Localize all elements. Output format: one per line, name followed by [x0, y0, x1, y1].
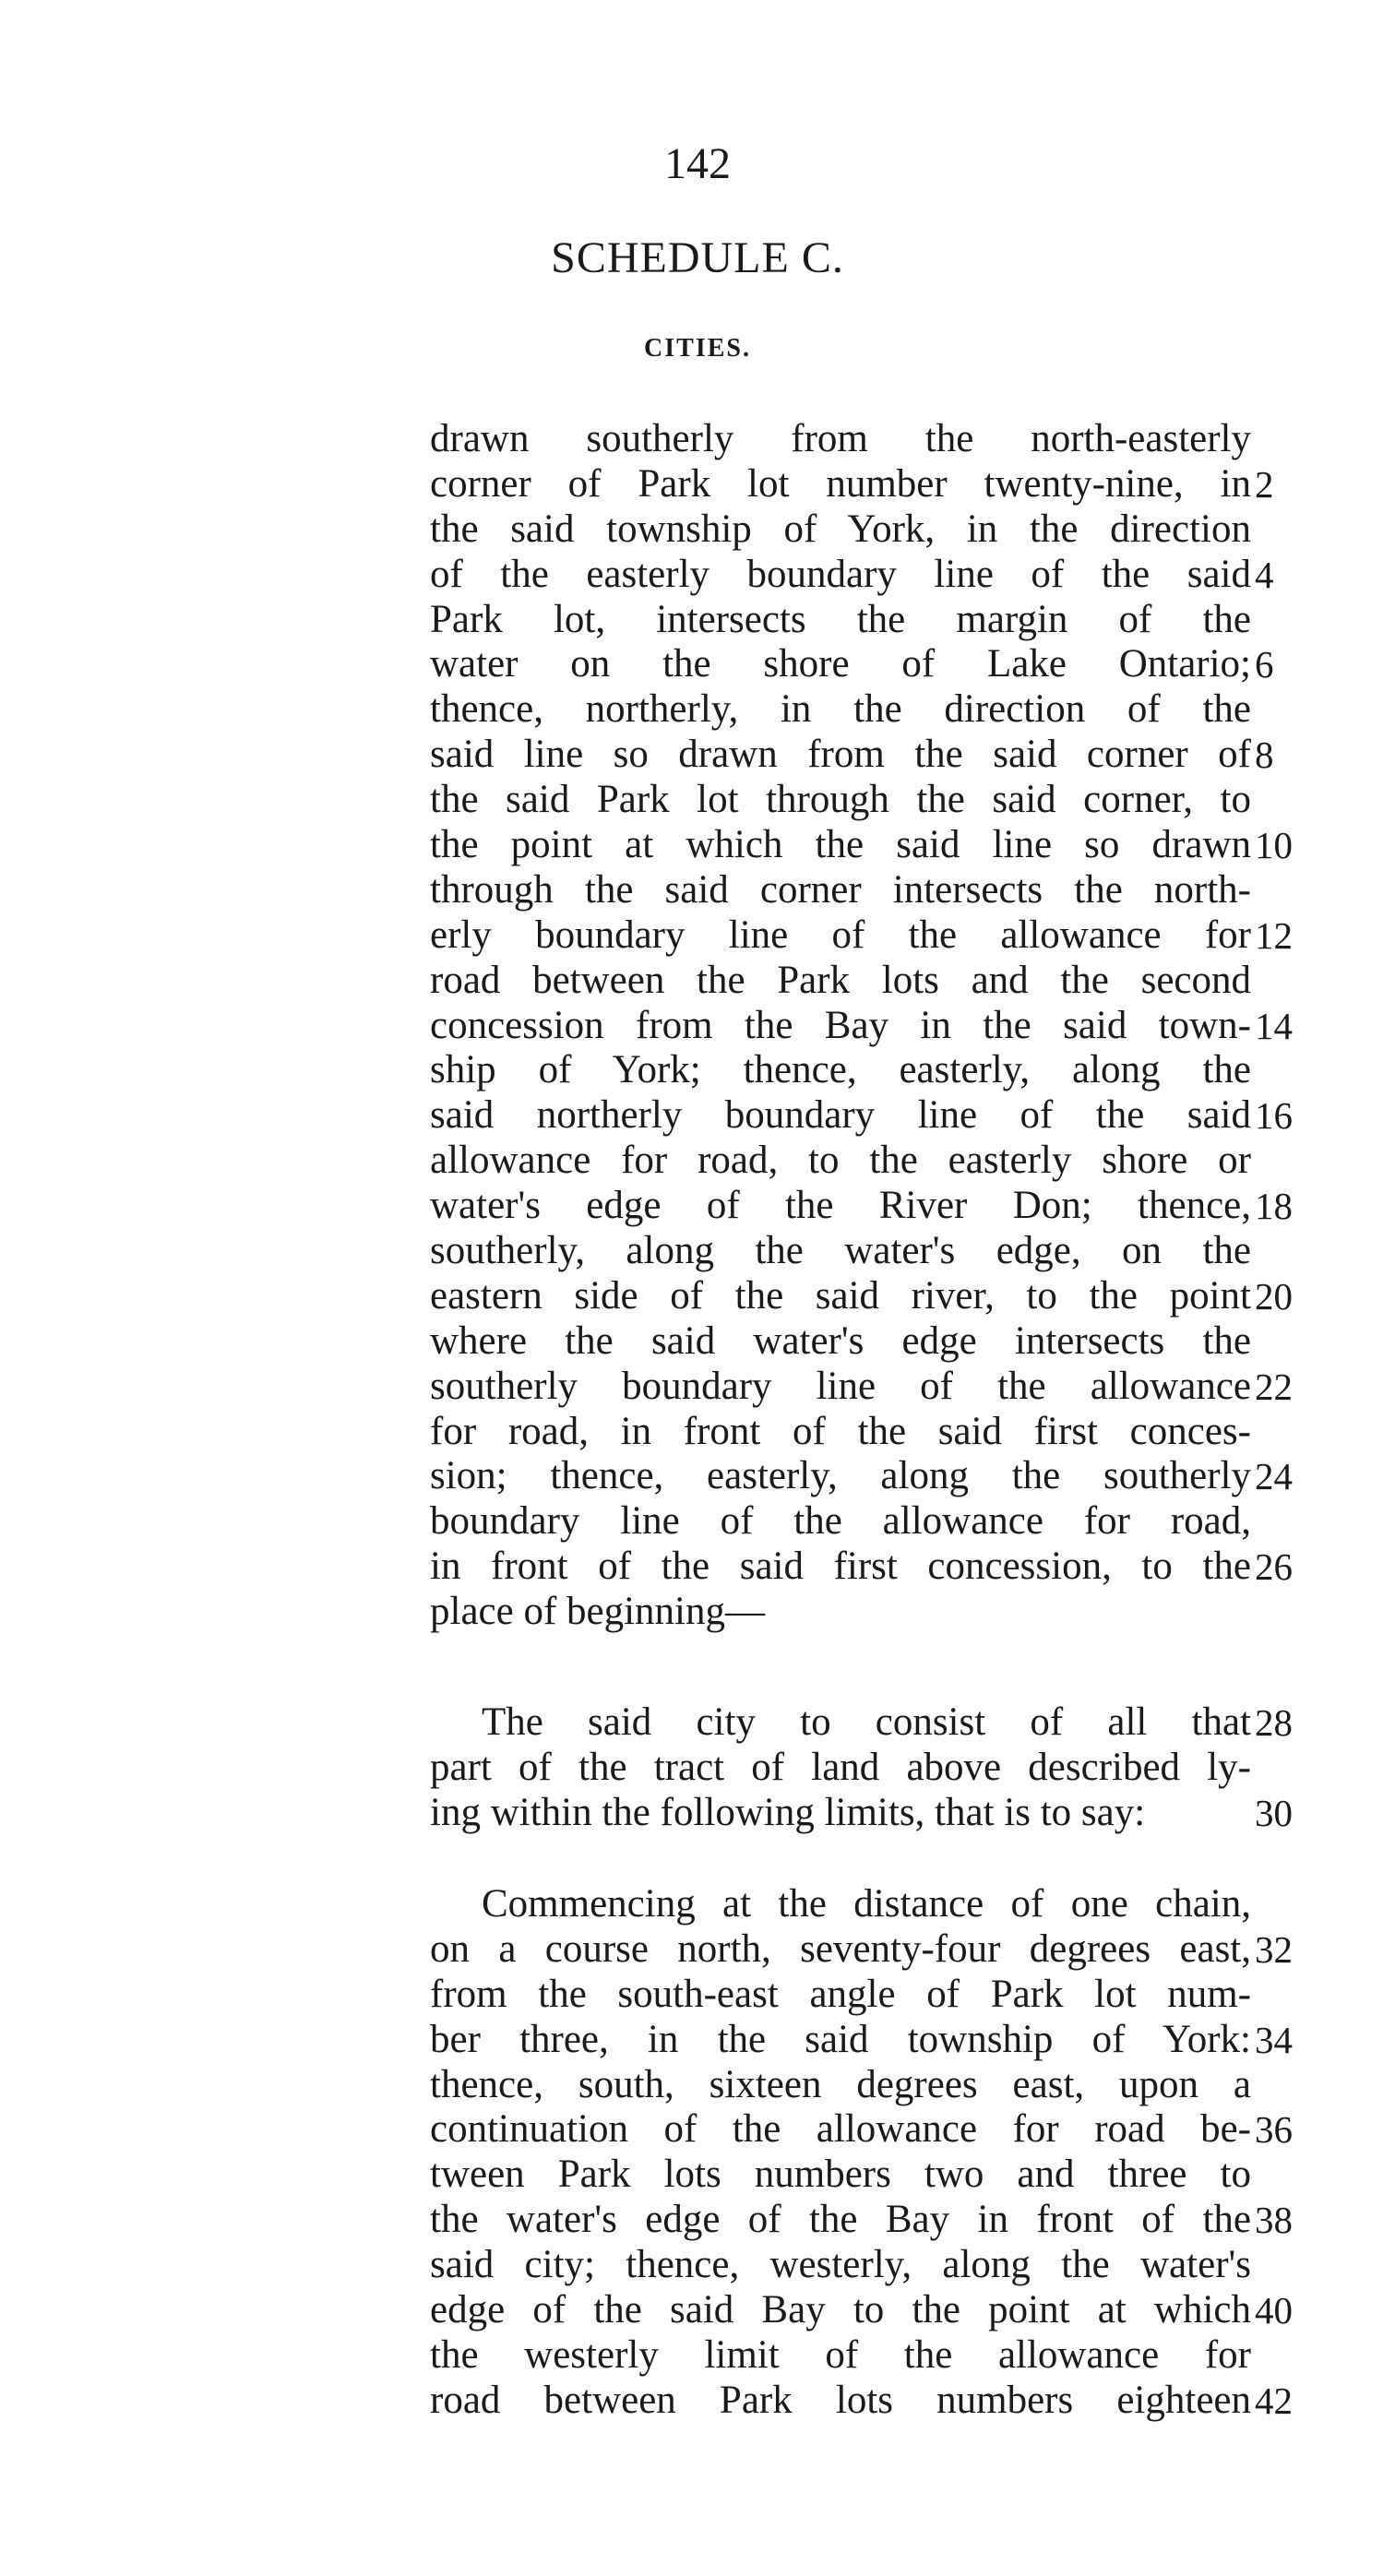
- text-line: [430, 687, 1306, 733]
- line-text: thence, northerly, in the direction of the: [430, 687, 1251, 732]
- line-text: ing within the following limits, that is to say:: [430, 1790, 1146, 1834]
- line-number: 10: [1255, 824, 1293, 867]
- text-line: [430, 868, 1306, 913]
- line-text: from the south-east angle of Park lot num-: [430, 1972, 1251, 2016]
- line-text: sion; thence, easterly, along the southerly: [430, 1454, 1251, 1498]
- line-text: through the said corner intersects the north-: [430, 867, 1251, 912]
- text-line: [430, 1746, 1306, 1791]
- text-line: [430, 959, 1306, 1004]
- line-text: part of the tract of land above described ly-: [430, 1745, 1251, 1789]
- line-text: the said township of York, in the direction: [430, 507, 1251, 551]
- text-line: [430, 1319, 1306, 1365]
- text-line: [430, 1139, 1306, 1184]
- line-number: 24: [1255, 1455, 1293, 1498]
- text-line: [430, 2018, 1306, 2063]
- line-text: Commencing at the distance of one chain,: [482, 1882, 1251, 1926]
- line-text: said line so drawn from the said corner of: [430, 733, 1251, 777]
- paragraph-commencing: [430, 1882, 1306, 2424]
- text-line: [430, 1590, 1306, 1635]
- line-text: southerly boundary line of the allowance: [430, 1364, 1251, 1408]
- line-text: water on the shore of Lake Ontario;: [430, 642, 1251, 686]
- text-line: [430, 1093, 1306, 1139]
- line-text: The said city to consist of all that: [482, 1700, 1251, 1744]
- line-text: drawn southerly from the north-easterly: [430, 417, 1251, 460]
- text-line: [430, 1410, 1306, 1455]
- line-text: ship of York; thence, easterly, along the: [430, 1048, 1251, 1092]
- text-line: [430, 553, 1306, 598]
- line-number: 2: [1255, 462, 1274, 506]
- line-number: 8: [1255, 733, 1274, 777]
- text-line: [430, 1274, 1306, 1319]
- text-line: [430, 2198, 1306, 2243]
- line-number: 38: [1255, 2199, 1293, 2242]
- line-number: 14: [1255, 1004, 1293, 1047]
- page-number: 142: [664, 139, 731, 188]
- line-text: thence, south, sixteen degrees east, upon a: [430, 2062, 1251, 2106]
- line-number: 20: [1255, 1274, 1293, 1318]
- text-line: [430, 778, 1306, 823]
- line-number: 34: [1255, 2018, 1293, 2061]
- text-line: [430, 2288, 1306, 2333]
- line-number: 22: [1255, 1365, 1293, 1408]
- line-text: the water's edge of the Bay in front of the: [430, 2198, 1251, 2242]
- line-text: southerly, along the water's edge, on the: [430, 1229, 1251, 1273]
- text-line: [430, 1004, 1306, 1049]
- text-line: [430, 2379, 1306, 2424]
- line-text: ber three, in the said township of York:: [430, 2017, 1251, 2061]
- text-line: [430, 1229, 1306, 1274]
- line-text: water's edge of the River Don; thence,: [430, 1184, 1251, 1228]
- line-number: 28: [1255, 1701, 1293, 1744]
- paragraph-boundary-description: [430, 417, 1306, 1635]
- line-text: concession from the Bay in the said town-: [430, 1003, 1251, 1047]
- line-text: on a course north, seventy-four degrees east,: [430, 1926, 1251, 1971]
- line-text: where the said water's edge intersects the: [430, 1318, 1251, 1363]
- line-text: in front of the said first concession, to the: [430, 1544, 1251, 1589]
- text-line: [430, 1791, 1306, 1836]
- text-line: [430, 1544, 1306, 1590]
- line-number: 26: [1255, 1545, 1293, 1589]
- text-line: [430, 913, 1306, 959]
- paragraph-city-limits: [430, 1700, 1306, 1836]
- line-text: road between the Park lots and the second: [430, 958, 1251, 1002]
- line-number: 4: [1255, 553, 1274, 596]
- line-text: eastern side of the said river, to the point: [430, 1273, 1251, 1318]
- text-line: [430, 1927, 1306, 1973]
- line-text: for road, in front of the said first conces-: [430, 1409, 1251, 1453]
- line-text: of the easterly boundary line of the said: [430, 552, 1251, 596]
- text-line: [430, 2063, 1306, 2108]
- line-text: said city; thence, westerly, along the water's: [430, 2243, 1251, 2287]
- text-line: [430, 823, 1306, 868]
- text-line: [430, 1184, 1306, 1229]
- line-number: 6: [1255, 643, 1274, 686]
- line-number: 40: [1255, 2289, 1293, 2332]
- line-text: Park lot, intersects the margin of the: [430, 597, 1251, 641]
- line-text: edge of the said Bay to the point at which: [430, 2288, 1251, 2332]
- text-line: [430, 1048, 1306, 1093]
- text-line: [430, 598, 1306, 643]
- section-heading: CITIES.: [644, 334, 751, 363]
- text-line: [430, 1365, 1306, 1410]
- line-text: tween Park lots numbers two and three to: [430, 2153, 1251, 2197]
- text-line: [430, 2153, 1306, 2198]
- line-number: 36: [1255, 2108, 1293, 2152]
- line-text: allowance for road, to the easterly shore or: [430, 1139, 1251, 1183]
- text-line: [430, 1973, 1306, 2018]
- line-text: corner of Park lot number twenty-nine, in: [430, 461, 1251, 506]
- line-number: 30: [1255, 1791, 1293, 1834]
- line-text: continuation of the allowance for road be-: [430, 2107, 1251, 2152]
- text-line: [430, 2243, 1306, 2288]
- text-line: [430, 1499, 1306, 1544]
- text-line: [430, 733, 1306, 778]
- line-text: the westerly limit of the allowance for: [430, 2332, 1251, 2377]
- line-text: road between Park lots numbers eighteen: [430, 2378, 1251, 2422]
- line-number: 32: [1255, 1927, 1293, 1971]
- text-line: [430, 1454, 1306, 1499]
- schedule-title: SCHEDULE C.: [551, 233, 844, 282]
- text-line: [430, 2333, 1306, 2379]
- text-line: [430, 1700, 1306, 1746]
- line-text: said northerly boundary line of the said: [430, 1093, 1251, 1138]
- line-number: 12: [1255, 913, 1293, 957]
- text-line: [430, 642, 1306, 687]
- line-text: boundary line of the allowance for road,: [430, 1499, 1251, 1544]
- line-text: erly boundary line of the allowance for: [430, 912, 1251, 957]
- line-text: the said Park lot through the said corner, to: [430, 778, 1251, 822]
- line-number: 16: [1255, 1094, 1293, 1138]
- line-text: the point at which the said line so drawn: [430, 823, 1251, 867]
- text-line: [430, 1882, 1306, 1927]
- text-line: [430, 417, 1306, 462]
- line-number: 18: [1255, 1185, 1293, 1228]
- text-line: [430, 462, 1306, 507]
- text-line: [430, 507, 1306, 553]
- text-line: [430, 2107, 1306, 2153]
- line-number: 42: [1255, 2379, 1293, 2422]
- line-text: place of beginning—: [430, 1590, 766, 1634]
